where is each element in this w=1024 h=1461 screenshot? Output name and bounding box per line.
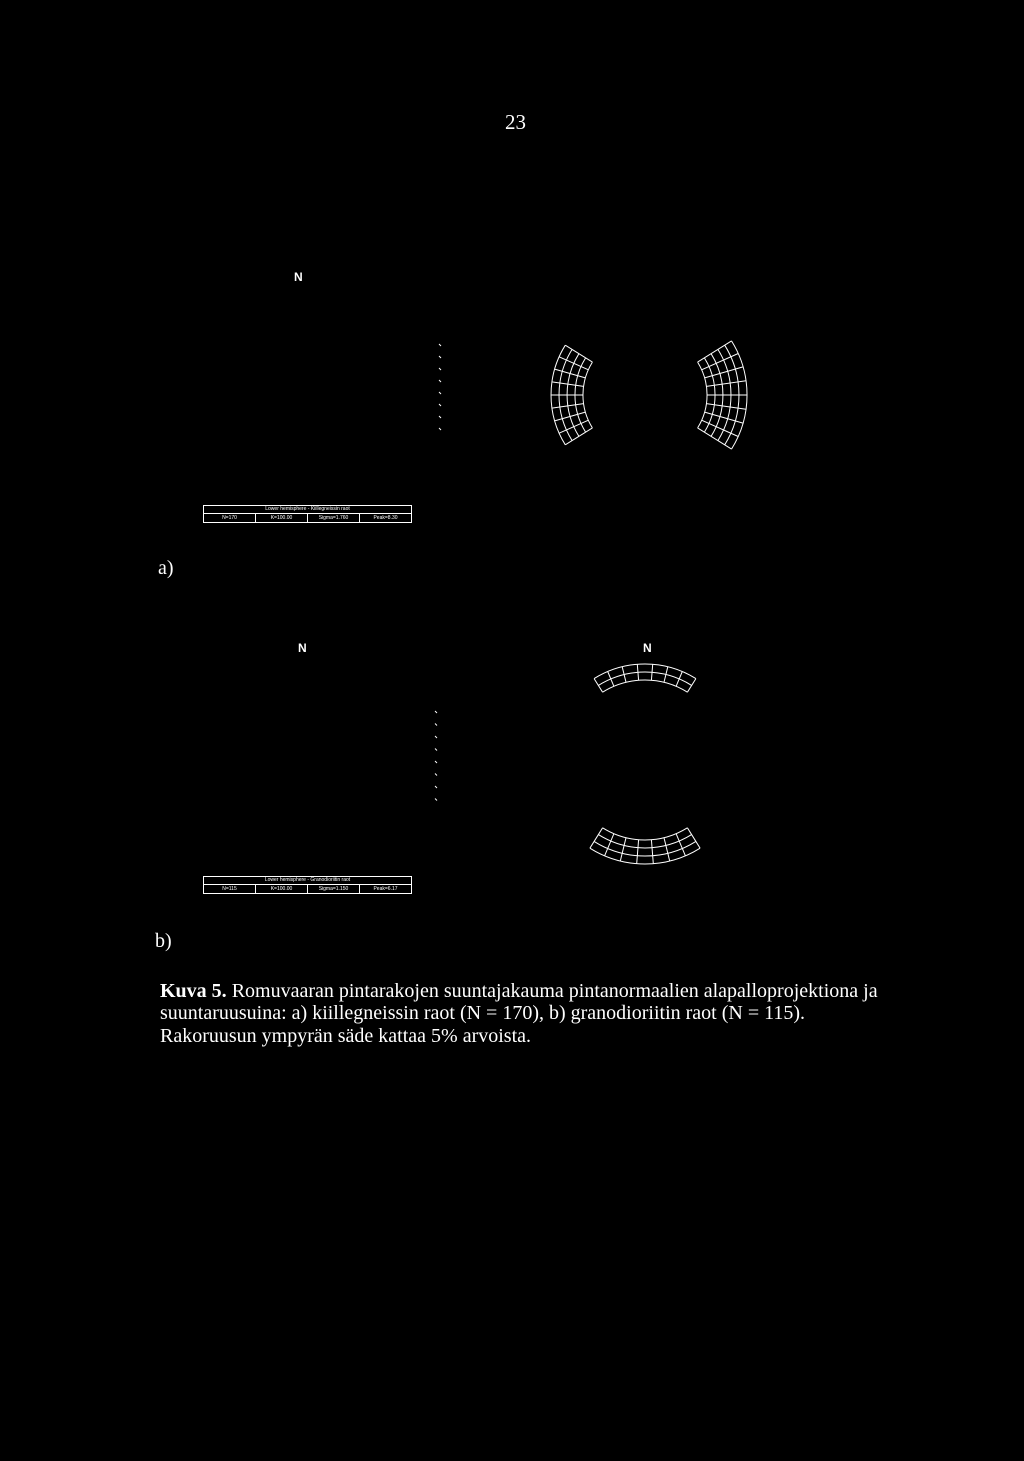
grid-arc — [698, 362, 707, 428]
tick-mark — [439, 344, 441, 346]
grid-spoke — [651, 664, 652, 680]
grid-spoke — [620, 838, 626, 861]
north-label-a: N — [294, 270, 303, 284]
tick-mark — [435, 711, 437, 713]
info-title-b: Lower hemisphere - Granodioriitin raot — [264, 877, 351, 883]
page-number: 23 — [505, 110, 526, 134]
panel-label-a: a) — [158, 557, 174, 579]
tick-mark — [439, 380, 441, 382]
info-n-a: N=170 — [222, 515, 237, 521]
tick-mark — [435, 774, 437, 776]
grid-spoke — [687, 679, 696, 693]
grid-spoke — [664, 838, 670, 861]
rose-grid-a-right — [698, 341, 747, 449]
grid-spoke — [555, 412, 586, 421]
tick-mark — [439, 356, 441, 358]
info-peak-a: Peak=8.30 — [359, 514, 411, 522]
grid-spoke — [637, 840, 639, 864]
grid-spoke — [555, 369, 586, 378]
rose-north-label-b: N — [643, 641, 652, 655]
caption-text: Romuvaaran pintarakojen suuntajakauma pintanormaalien alapalloprojektiona ja suuntaruusuina: a) kiillegneissin raot (N = 170), b) granodioriitin raot (N = 115). Rakoruusun ympyrän säde kattaa 5% arvoista. — [160, 980, 878, 1047]
tick-mark — [439, 416, 441, 418]
tick-mark — [435, 736, 437, 738]
grid-arc — [583, 362, 592, 428]
tick-mark — [435, 724, 437, 726]
grid-spoke — [676, 672, 682, 687]
grid-arc — [603, 828, 688, 840]
panel-label-b: b) — [155, 930, 172, 952]
rose-grid-a-left — [551, 345, 592, 445]
rose-grid-b-top — [594, 664, 696, 692]
grid-spoke — [608, 672, 614, 687]
tick-mark — [439, 392, 441, 394]
grid-arc — [603, 680, 688, 692]
tick-mark — [439, 404, 441, 406]
tick-mark — [435, 799, 437, 801]
info-k-a: K=100.00 — [255, 514, 307, 522]
info-title-a: Lower hemisphere - Kiillegneissin raot — [265, 506, 350, 512]
info-sigma-b: Sigma=1.150 — [307, 885, 359, 893]
figure-caption — [160, 980, 900, 1047]
info-sigma-a: Sigma=1.760 — [307, 514, 359, 522]
tick-mark — [435, 761, 437, 763]
grid-spoke — [676, 834, 685, 856]
caption-label: Kuva 5. — [160, 980, 227, 1002]
north-label-b: N — [298, 641, 307, 655]
grid-spoke — [637, 664, 638, 680]
grid-spoke — [706, 404, 746, 410]
grid-spoke — [594, 679, 603, 693]
grid-spoke — [706, 381, 746, 387]
tick-marks-b — [435, 711, 437, 801]
tick-mark — [439, 428, 441, 430]
info-peak-b: Peak=6.17 — [359, 885, 411, 893]
grid-spoke — [605, 834, 614, 856]
tick-mark — [439, 368, 441, 370]
grid-spoke — [651, 840, 653, 864]
rose-grid-b-bottom — [590, 828, 700, 864]
tick-mark — [435, 749, 437, 751]
tick-marks-a — [439, 344, 441, 430]
info-n-b: N=115 — [222, 886, 237, 892]
info-k-b: K=100.00 — [255, 885, 307, 893]
tick-mark — [435, 786, 437, 788]
